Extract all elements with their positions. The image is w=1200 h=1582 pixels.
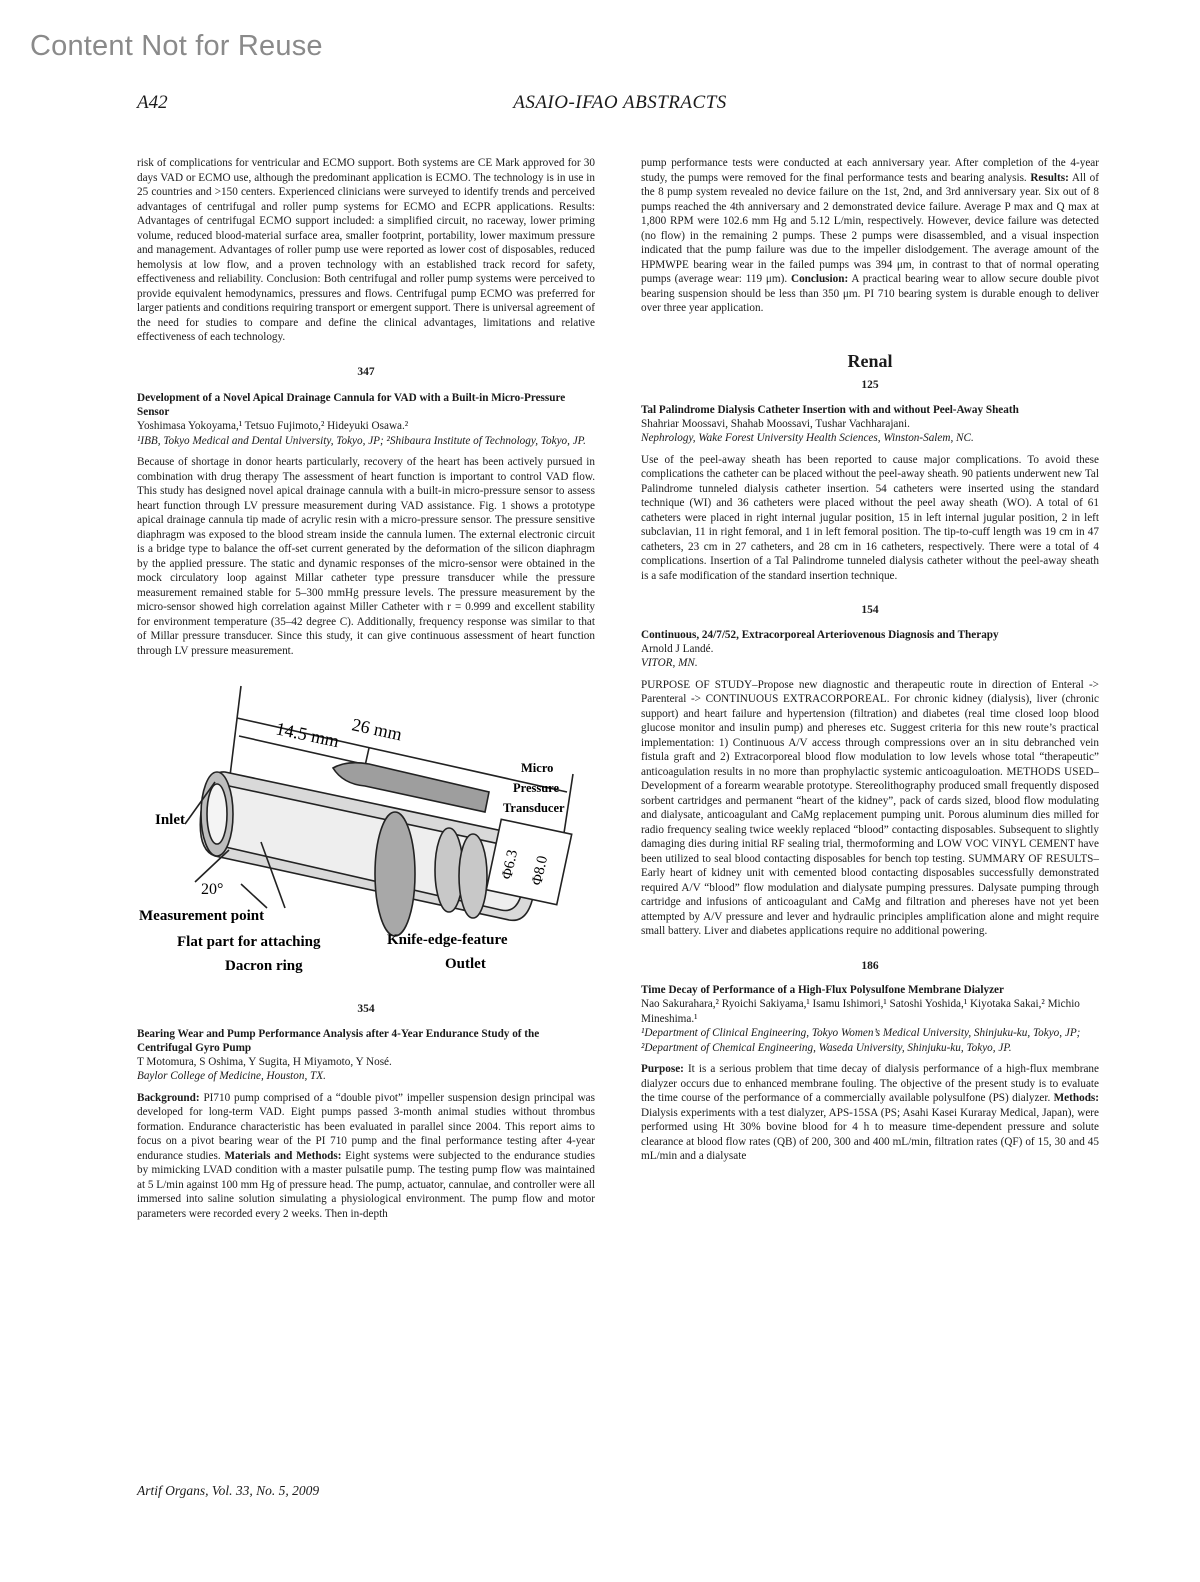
abstract-affiliation-186: ¹Department of Clinical Engineering, Tokyo Women’s Medical University, Shinjuku-ku, Tokyo, JP; ²Department of Chemical Engineering, Waseda University, Shinjuku-ku, Tokyo, JP.: [641, 1027, 1081, 1054]
dimension-label-26: 26 mm: [350, 714, 404, 745]
right-column: [641, 156, 1099, 1164]
label-knife-edge: Knife-edge-feature: [387, 932, 508, 948]
abstract-body-354: [137, 1091, 595, 1222]
abstract-title-186: Time Decay of Performance of a High-Flux Polysulfone Membrane Dialyzer: [641, 984, 1004, 996]
abstract-authors-154: Arnold J Landé.: [641, 642, 714, 655]
purpose-text: It is a serious problem that time decay of dialysis performance of a high-flux membrane dialyzer occurs due to enhanced membrane fouling. The objective of the present study is to evaluate the time course of the performance of a commercially available polysulfone (PS) dialyzer.: [641, 1063, 1099, 1104]
label-measurement-point: Measurement point: [139, 908, 265, 924]
abstract-authors-186: Nao Sakurahara,² Ryoichi Sakiyama,¹ Isamu Ishimori,¹ Satoshi Yoshida,¹ Kiyotaka Sakai,² Michio Mineshima.¹: [641, 998, 1080, 1025]
label-outlet: Outlet: [445, 956, 486, 972]
abstract-title-125: Tal Palindrome Dialysis Catheter Insertion with and without Peel-Away Sheath: [641, 403, 1019, 416]
label-flat-part: Flat part for attaching: [177, 934, 321, 950]
diameter-box: [486, 819, 571, 904]
continuation-paragraph-354: [641, 156, 1099, 316]
abstract-title-347: Development of a Novel Apical Drainage Cannula for VAD with a Built-in Micro-Pressure Sensor: [137, 392, 566, 418]
background-text: PI710 pump comprised of a “double pivot” impeller suspension design principal was developed for long-term VAD. Eight pumps passed 3-month animal studies without thrombus formation. Endurance characteristic has been evaluated in parallel since 2004. This report aims to focus on a pivot bearing wear of the PI 710 pump and the final performance testing after 4-year endurance studies.: [137, 1091, 595, 1162]
abstract-number-354: 354: [357, 1003, 375, 1015]
abstract-number-186: 186: [861, 959, 879, 972]
methods-label: Materials and Methods:: [224, 1149, 342, 1162]
abstract-authors-347: Yoshimasa Yokoyama,¹ Tetsuo Fujimoto,² Hideyuki Osawa.²: [137, 420, 409, 432]
results-label: Results:: [1030, 171, 1069, 184]
abstract-number-125: 125: [861, 379, 879, 391]
methods-label-186: Methods:: [1053, 1092, 1099, 1104]
abstract-body-186: [641, 1062, 1099, 1164]
section-heading-renal: Renal: [847, 350, 893, 371]
label-inlet: Inlet: [155, 812, 185, 828]
label-micro: Micro: [521, 761, 554, 775]
abstract-body-125: Use of the peel-away sheath has been reported to cause major complications. To avoid these complications the catheter can be placed without the peel-away sheath. 90 patients underwent new Tal Palindrome tunneled dialysis catheter insertion. 54 catheters were inserted using the standard technique (WI) and 36 catheters were placed without the peel away sheath (WO). A total of 61 catheters were placed in right internal jugular position, 15 in left internal jugular position, 2 in left subclavian, 11 in right femoral, and 1 in left femoral position. The tip-to-cuff length was 19 cm in 47 catheters, 23 cm in 27 catheters, and 28 cm in 16 catheters, respectively. There were a total of 4 complications. Insertion of a Tal Palindrome tunneled dialysis catheter without the peel-away sheath is a safe modification of the standard insertion technique.: [641, 453, 1099, 582]
abstract-authors-354: T Motomura, S Oshima, Y Sugita, H Miyamoto, Y Nosé.: [137, 1055, 392, 1068]
journal-title: ASAIO-IFAO ABSTRACTS: [513, 92, 727, 113]
abstract-affiliation-125: Nephrology, Wake Forest University Health Sciences, Winston-Salem, NC.: [641, 432, 974, 444]
abstract-number-347: 347: [357, 365, 375, 378]
abstract-body-154: PURPOSE OF STUDY–Propose new diagnostic and therapeutic route in direction of Enteral -> Parenteral -> CONTINUOUS EXTRACORPOREAL. For chronic kidney (dialysis), liver (chronic support) and heart failure and hypertension (filtration) and diabetes (real time closed loop blood glucose monitor and insulin pump) and phereses etc. Suggest criteria for this new route’s practical implementation: 1) Continuous A/V access through compressions over an in situ debranched vein fistula graft and 2) Extracorporeal blood flow modulation to low levels whose total “therapeutic” anticoagulation results in no more than prophylactic systemic anticoaguloation. METHODS USED–Development of a forearm wearable prototype. Stereolithography produced small frequently disposed sorbent cartridges and permanent “heart of the kidney”, pack of cards sized, blood flow modulating and dialysate, anticoagulant and CaMg replacement pumping unit. Porous aluminum dies milled for radio frequency sealing twice weekly replaced “blood” contacting disposables. Subsequent to slightly damaging dies during initial RF sealing trial, thermoforming and LOW VOC VINYL CEMENT have been utilized to seal blood contacting disposables for bench top testing. SUMMARY OF RESULTS–Early heart of kidney unit with cemented blood contacting disposables successfully demonstrated required A/V “blood” flow modulation and dialysate pumping pressures. Dalysate pumping through cartridge and infusions of anticoagulant and CaMg and filtration and phereses have not yet been attempted by A/V pressure and lever and hydraulic principles amplification alone and might require small battery. Liver and diabetes applications require no additional powering.: [641, 678, 1099, 937]
continuation-text-a: pump performance tests were conducted at each anniversary year. After completion of the 4-year study, the pumps were removed for the final performance tests and bearing analysis.: [641, 157, 1099, 184]
abstract-body-347: Because of shortage in donor hearts particularly, recovery of the heart has been actively pursued in combination with drug therapy The assessment of heart function is important to control VAD flow. This study has designed novel apical drainage cannula with a built-in micro-pressure sensor to assess heart function through LV pressure measurement during VAD assistance. Fig. 1 shows a prototype apical drainage cannula tip made of acrylic resin with a micro-pressure sensor. The pressure sensitive diaphragm was exposed to the blood stream inside the cannula lumen. The external electronic circuit is a bridge type to balance the off-set current generated by the deformation of the silicon diaphragm by the applied pressure. The static and dynamic responses of the micro-sensor were obtained in the mock circulatory loop against Millar catheter type pressure transducer while the pressure measurement remained stable for 5–300 mmHg pressure levels. The pressure measurement by the micro-sensor showed high correlation against Miller Catheter with r = 0.999 and excellent stability for environment temperature (35–42 degree C). Additionally, frequency response was similar to that of Millar pressure transducer. Since this study, it can give continuous assessment of heart function through LV pressure measurement.: [137, 456, 595, 657]
abstract-title-154: Continuous, 24/7/52, Extracorporeal Arteriovenous Diagnosis and Therapy: [641, 628, 999, 641]
continuation-text-c: A practical bearing wear to allow secure double pivot bearing suspension should be less than 350 μm. PI 710 bearing system is durable enough to deliver over three year application.: [641, 273, 1099, 314]
footer-citation: Artif Organs, Vol. 33, No. 5, 2009: [137, 1483, 320, 1498]
abstract-authors-125: Shahriar Moossavi, Shahab Moossavi, Tushar Vachharajani.: [641, 417, 910, 430]
methods-text: Eight systems were subjected to the endurance studies by mimicking LVAD condition with a master pulsatile pump. The testing pump flow was maintained at 5 L/min against 100 mm Hg of pressure head. The pump, actuator, cannulae, and controller were all immersed into saline solution simulating a physiological environment. The pump flow and motor parameters were recorded every 2 weeks. Then in-depth: [137, 1149, 595, 1220]
page-number: A42: [137, 92, 168, 113]
continuation-text-b: All of the 8 pump system revealed no device failure on the 1st, 2nd, and 3rd anniversary year. Six out of 8 pumps reached the 4th anniversary and 2 demonstrated device failure. Average P max and Q max at 1,800 RPM were 102.6 mm Hg and 5.12 L/min, respectively. However, device failure was detected (no flow) in the remaining 2 pumps. These 2 pumps were disassembled, and a visual inspection indicated that the pump failure was due to the impeller dislodgement. The average amount of the HPMWPE bearing wear in the failed pumps was 394 μm, in contrast to that of normal operating pumps (average wear: 119 μm).: [641, 171, 1100, 285]
label-diameter-8-0: Φ8.0: [529, 854, 552, 887]
label-angle: 20°: [201, 881, 224, 898]
methods-text-186: Dialysis experiments with a test dialyzer, APS-15SA (PS; Asahi Kasei Kuraray Medical, Japan), were performed using Ht 30% bovine blood for 4 h to measure time-dependent pressure and solute clearance at blood flow rates (QB) of 200, 300 and 400 mL/min, filtration rates (QF) of 15, 30 and 45 mL/min and a dialysate: [641, 1106, 1099, 1162]
label-diameter-6-3: Φ6.3: [499, 848, 522, 881]
label-pressure: Pressure: [513, 781, 560, 795]
label-dacron-ring: Dacron ring: [225, 958, 303, 974]
continuation-paragraph: risk of complications for ventricular and ECMO support. Both systems are CE Mark approved for 30 days VAD or ECMO use, although the predominant application is ECMO. The technology is in use in 25 countries and >150 centers. Experienced clinicians were surveyed to identify trends and perceived advantages of centrifugal and roller pump systems for ECMO and ECPR applications. Results: Advantages of centrifugal ECMO support included: a simplified circuit, no raceway, lower priming volume, reduced blood-material surface area, smaller footprint, portability, lower maximum pressure and management. Advantages of roller pump use were reported as lower cost of disposables, reduced hemolysis at low flow, and a proven technology with an established track record for safety, effectiveness and reliability. Conclusion: Both centrifugal and roller pump systems were perceived to provide equivalent hemodynamics, pressures and flows. Centrifugal pump ECMO was preferred for larger patients and conditions requiring transport or emergent support. There is universal agreement of the need for studies to compare and define the clinical advantages, limitations and relative effectiveness of each technology.: [137, 157, 595, 343]
purpose-label: Purpose:: [641, 1063, 684, 1075]
abstract-affiliation-154: VITOR, MN.: [641, 657, 698, 669]
background-label: Background:: [137, 1091, 200, 1104]
abstract-title-354: Bearing Wear and Pump Performance Analysis after 4-Year Endurance Study of the Centrifugal Gyro Pump: [137, 1027, 540, 1054]
dimension-label-14-5: 14.5 mm: [274, 718, 341, 752]
conclusion-label: Conclusion:: [790, 273, 849, 285]
left-column: [137, 156, 595, 1221]
flange: [375, 812, 415, 936]
abstract-affiliation-347: ¹IBB, Tokyo Medical and Dental University, Tokyo, JP; ²Shibaura Institute of Technology, Tokyo, JP.: [137, 434, 586, 447]
abstract-affiliation-354: Baylor College of Medicine, Houston, TX.: [137, 1070, 326, 1082]
watermark: Content Not for Reuse: [30, 30, 323, 62]
cannula-figure: [137, 674, 595, 984]
abstract-number-154: 154: [861, 604, 879, 616]
label-transducer: Transducer: [503, 801, 565, 815]
